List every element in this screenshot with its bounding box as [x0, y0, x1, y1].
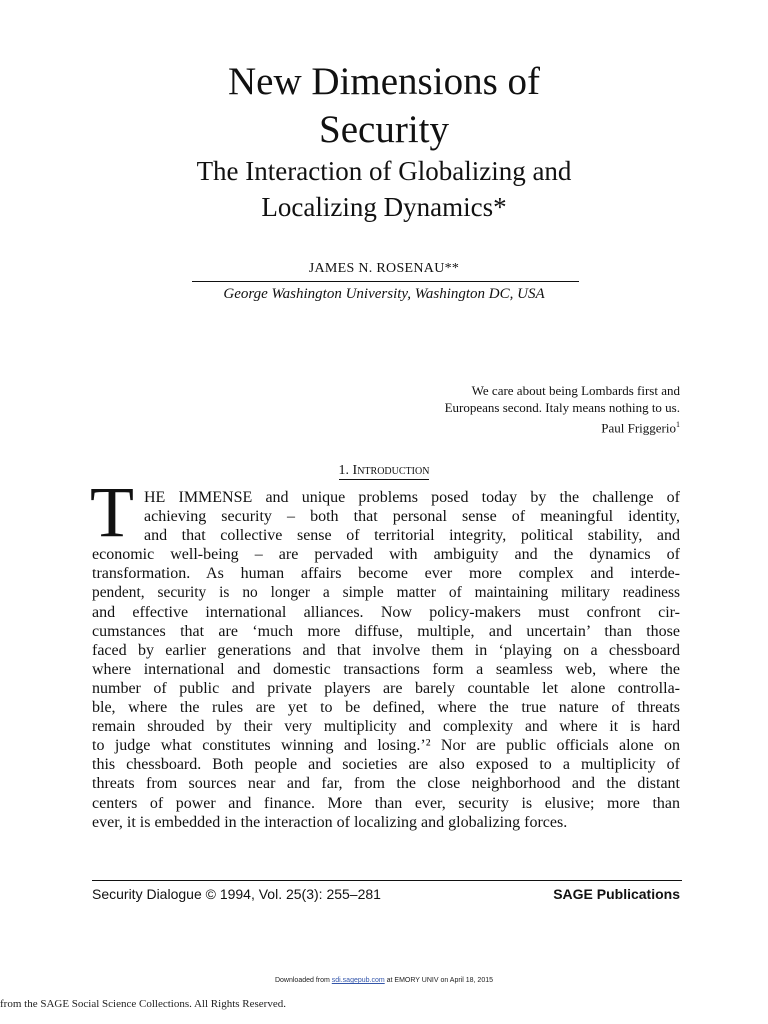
download-suffix: at EMORY UNIV on April 18, 2015 — [384, 977, 494, 984]
body-line: this chessboard. Both people and societies are also exposed to a multiplicity of — [92, 756, 680, 774]
body-line: centers of power and finance. More than ever, security is elusive; more than — [92, 794, 680, 812]
article-subtitle-line-2: Localizing Dynamics* — [261, 192, 507, 222]
download-notice — [0, 977, 768, 984]
author-name: JAMES N. ROSENAU** — [308, 261, 460, 276]
body-line: ever, it is embedded in the interaction of localizing and globalizing forces. — [92, 813, 568, 831]
journal-citation: Security Dialogue © 1994, Vol. 25(3): 255–281 — [92, 886, 381, 902]
body-line: and effective international alliances. Now policy-makers must confront cir- — [92, 603, 680, 621]
epigraph-attribution — [445, 416, 680, 436]
download-prefix: Downloaded from — [274, 977, 332, 984]
epigraph-line-2: Europeans second. Italy means nothing to us. — [444, 400, 680, 415]
body-line: to judge what constitutes winning and losing.’² Nor are public officials alone on — [92, 737, 680, 755]
download-link[interactable]: sdi.sagepub.com — [331, 977, 385, 984]
section-number: 1. — [338, 463, 350, 478]
body-line: pendent, security is no longer a simple matter of maintaining military readiness — [92, 584, 680, 602]
body-paragraph — [90, 472, 680, 832]
body-line: threats from sources near and far, from the close neighborhood and the distant — [92, 775, 680, 793]
rights-notice: from the SAGE Social Science Collections. All Rights Reserved. — [0, 998, 286, 1010]
body-line: economic well-being – are pervaded with ambiguity and the dynamics of — [92, 546, 680, 564]
epigraph-footnote-mark: 1 — [676, 420, 680, 429]
body-line: faced by earlier generations and that involve them in ‘playing on a chessboard — [92, 641, 680, 659]
epigraph — [445, 382, 680, 436]
body-line: cumstances that are ‘much more diffuse, multiple, and uncertain’ than those — [92, 622, 680, 640]
epigraph-line-1: We care about being Lombards first and — [471, 383, 680, 398]
article-title-line-2: Security — [319, 108, 449, 151]
body-line: remain shrouded by their very multiplicity and complexity and where it is hard — [92, 718, 680, 736]
footer-rule — [92, 880, 682, 881]
body-line: transformation. As human affairs become ever more complex and interde- — [92, 565, 680, 583]
article-subtitle-line-1: The Interaction of Globalizing and — [196, 156, 572, 186]
publisher-name: SAGE Publications — [553, 886, 680, 902]
drop-cap: T — [90, 472, 134, 552]
body-line: number of public and private players are barely countable let alone controlla- — [92, 679, 680, 697]
body-line: ble, where the rules are yet to be defined, where the true nature of threats — [92, 699, 680, 717]
body-line: and that collective sense of territorial integrity, political stability, and — [144, 527, 680, 545]
body-line: achieving security – both that personal sense of meaningful identity, — [144, 508, 680, 526]
section-title: Introduction — [352, 463, 430, 478]
article-title-line-1: New Dimensions of — [228, 60, 540, 103]
section-heading-underline — [339, 463, 430, 480]
body-line: where international and domestic transactions form a seamless web, where the — [92, 660, 680, 678]
epigraph-attribution-name: Paul Friggerio — [601, 420, 676, 436]
body-line: HE IMMENSE and unique problems posed today by the challenge of — [144, 489, 680, 506]
author-affiliation: George Washington University, Washington DC, USA — [223, 286, 545, 302]
author-rule — [192, 281, 579, 282]
